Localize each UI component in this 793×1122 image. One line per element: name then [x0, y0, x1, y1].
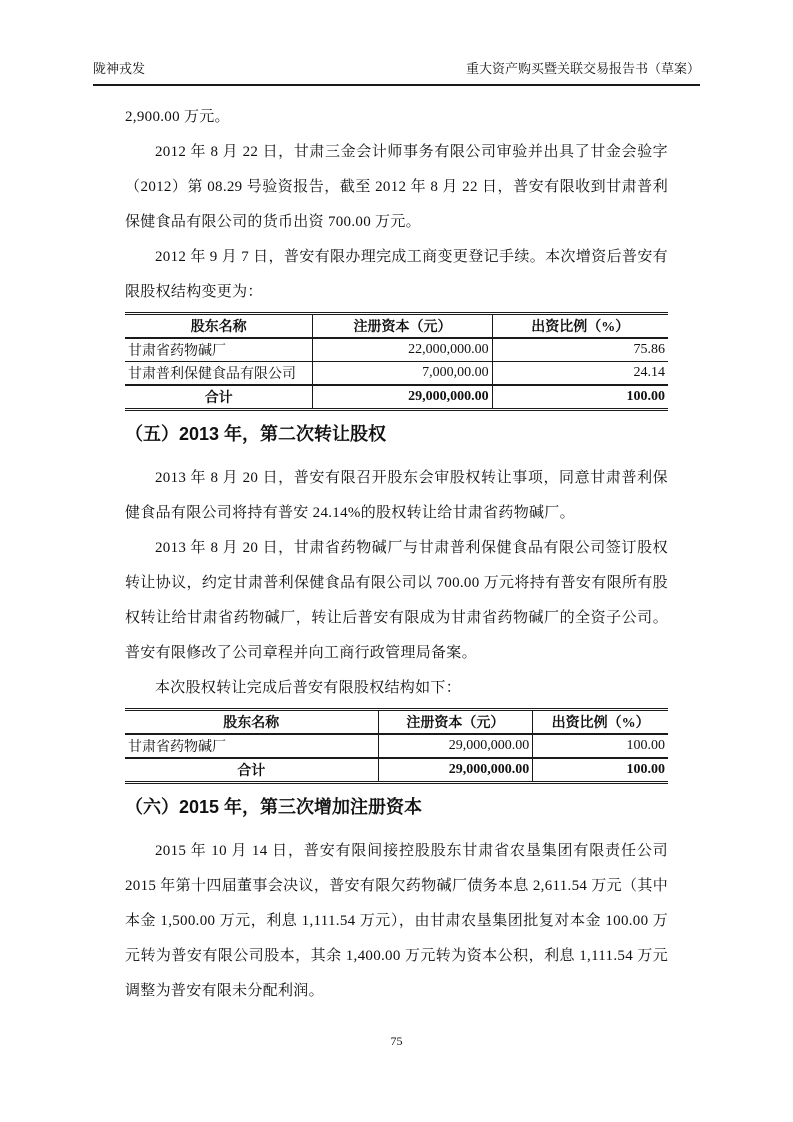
paragraph-after-transfer: 本次股权转让完成后普安有限股权结构如下： [155, 680, 462, 696]
page-header [93, 58, 700, 86]
paragraph-carryover: 2,900.00 万元。 [125, 109, 230, 125]
column-header-shareholder: 股东名称 [125, 314, 313, 339]
table-row [125, 734, 668, 758]
paragraph-audit-2012: 2012 年 8 月 22 日，甘肃三金会计师事务有限公司审验并出具了甘金会验字（2012）第 08.29 号验资报告，截至 2012 年 8 月 22 日，普安有限收到甘肃普利保健食品有限公司的货币出资 700.00 万元。 [125, 144, 668, 230]
cell-total-capital: 29,000,000.00 [313, 385, 492, 410]
cell-shareholder-name: 甘肃省药物碱厂 [125, 338, 313, 362]
document-body [125, 100, 668, 1009]
paragraph-agreement-2013: 2013 年 8 月 20 日，甘肃省药物碱厂与甘肃普利保健食品有限公司签订股权转让协议，约定甘肃普利保健食品有限公司以 700.00 万元将持有普安有限所有股权转让给甘肃省药物碱厂，转让后普安有限成为甘肃省药物碱厂的全资子公司。普安有限修改了公司章程并向工商行政管理局备案。 [125, 540, 668, 661]
cell-total-capital: 29,000,000.00 [378, 758, 533, 783]
cell-registered-capital: 7,000,00.00 [313, 362, 492, 386]
cell-shareholder-name: 甘肃普利保健食品有限公司 [125, 362, 313, 386]
cell-total-label: 合计 [125, 758, 378, 783]
column-header-ratio: 出资比例（%） [533, 710, 668, 735]
table-header-row [125, 710, 668, 735]
column-header-ratio: 出资比例（%） [492, 314, 668, 339]
cell-registered-capital: 22,000,000.00 [313, 338, 492, 362]
cell-ratio: 75.86 [492, 338, 668, 362]
section-heading-5: （五）2013 年，第二次转让股权 [125, 424, 387, 444]
header-left-title: 陇神戎发 [93, 61, 146, 76]
shareholding-table-2012 [125, 312, 668, 411]
column-header-capital: 注册资本（元） [313, 314, 492, 339]
table-header-row [125, 314, 668, 339]
paragraph-resolution-2015: 2015 年 10 月 14 日，普安有限间接控股股东甘肃省农垦集团有限责任公司 2015 年第十四届董事会决议，普安有限欠药物碱厂债务本息 2,611.54 万元（其中本金 1,500.00 万元，利息 1,111.54 万元），由甘肃农垦集团批复对本金 100.00 万元转为普安有限公司股本，其余 1,400.00 万元转为资本公积，利息 1,111.54 万元调整为普安有限未分配利润。 [125, 843, 668, 999]
cell-ratio: 100.00 [533, 734, 668, 758]
column-header-capital: 注册资本（元） [378, 710, 533, 735]
page-number: 75 [390, 1034, 403, 1048]
table-total-row [125, 385, 668, 410]
column-header-shareholder: 股东名称 [125, 710, 378, 735]
table-row [125, 362, 668, 386]
cell-total-ratio: 100.00 [492, 385, 668, 410]
cell-total-ratio: 100.00 [533, 758, 668, 783]
paragraph-registration-2012: 2012 年 9 月 7 日，普安有限办理完成工商变更登记手续。本次增资后普安有限股权结构变更为： [125, 249, 668, 300]
table-total-row [125, 758, 668, 783]
shareholding-table-2013 [125, 708, 668, 784]
header-right-title: 重大资产购买暨关联交易报告书（草案） [465, 61, 700, 76]
cell-registered-capital: 29,000,000.00 [378, 734, 533, 758]
section-heading-6: （六）2015 年，第三次增加注册资本 [125, 797, 423, 817]
page-footer [0, 1034, 793, 1049]
cell-ratio: 24.14 [492, 362, 668, 386]
cell-total-label: 合计 [125, 385, 313, 410]
cell-shareholder-name: 甘肃省药物碱厂 [125, 734, 378, 758]
paragraph-meeting-2013: 2013 年 8 月 20 日，普安有限召开股东会审股权转让事项，同意甘肃普利保健食品有限公司将持有普安 24.14%的股权转让给甘肃省药物碱厂。 [125, 470, 668, 521]
table-row [125, 338, 668, 362]
